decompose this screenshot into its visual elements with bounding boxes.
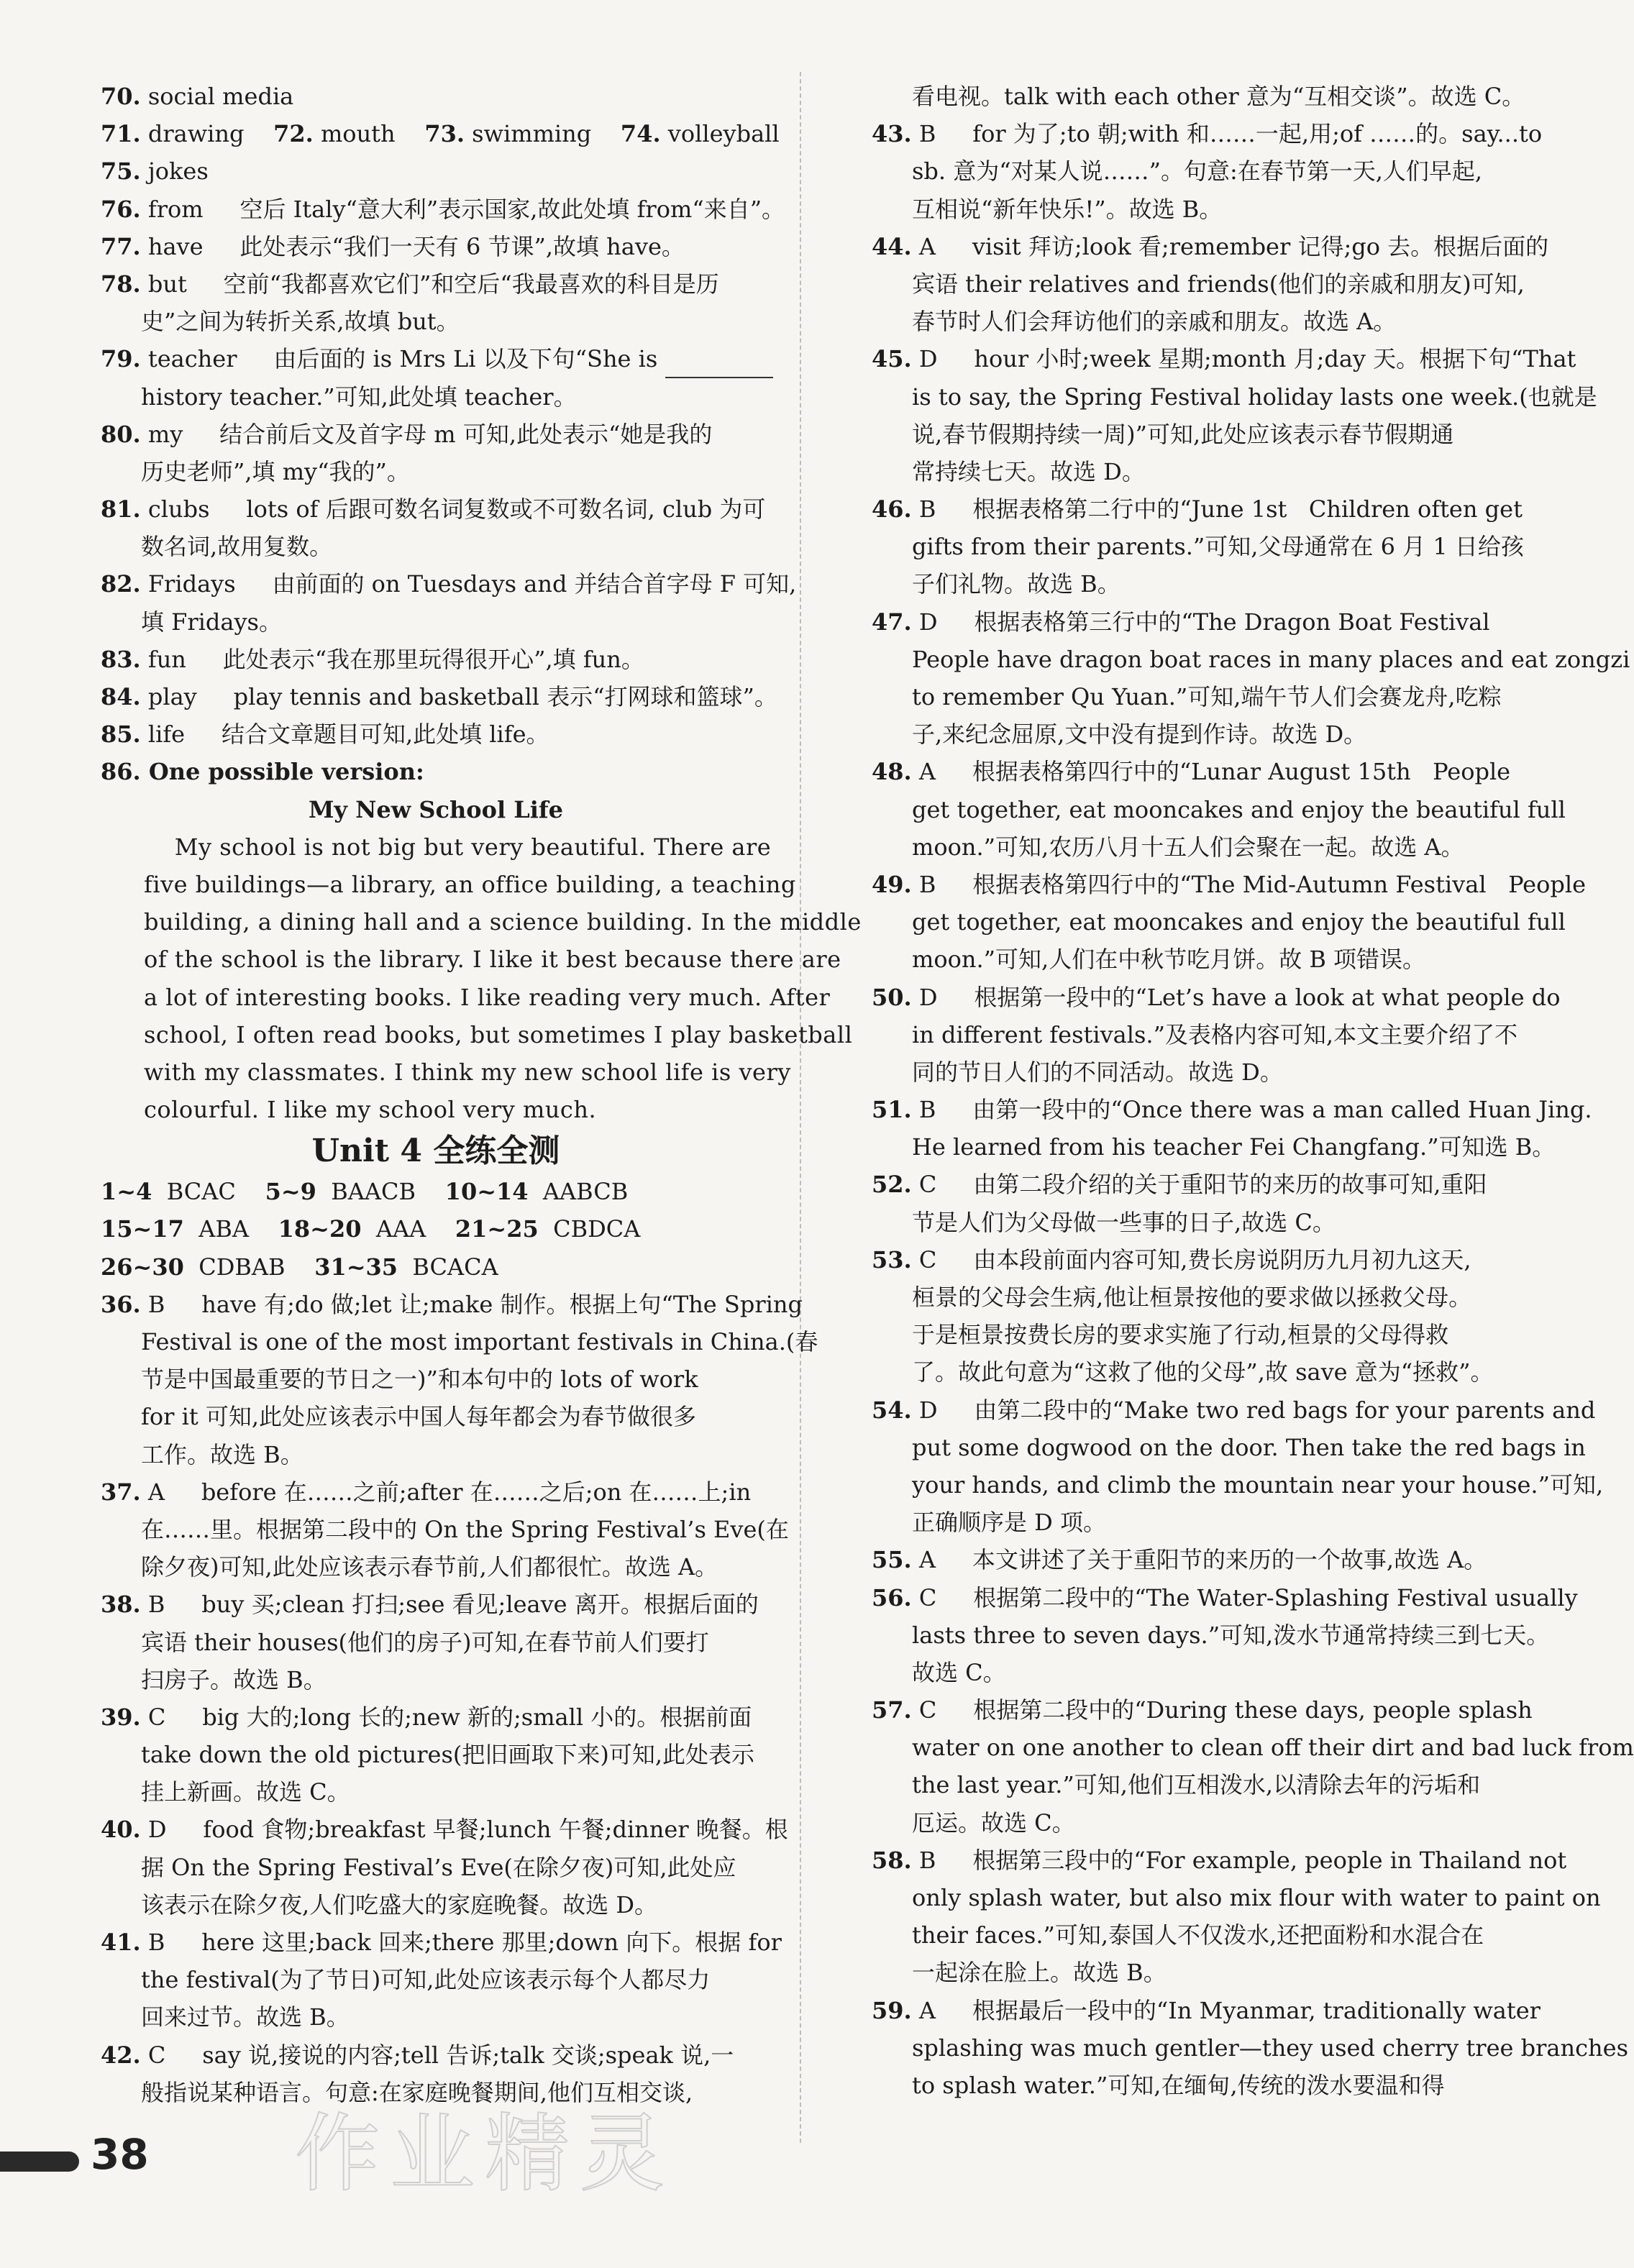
answer-line bbox=[872, 1691, 1533, 1729]
essay-line: My school is not big but very beautiful. There are bbox=[144, 833, 772, 861]
answer-number: 81. bbox=[101, 495, 141, 523]
answer-line-continued: 史”之间为转折关系,故填 but。 bbox=[141, 308, 460, 336]
answer-text: B for 为了;to 朝;with 和……一起,用;of ……的。say...to bbox=[911, 120, 1543, 148]
answer-text: C 根据第二段中的“The Water-Splashing Festival usually bbox=[911, 1583, 1578, 1611]
answer-line-continued: 回来过节。故选 B。 bbox=[141, 2003, 350, 2031]
answer-text: B 根据表格第四行中的“The Mid-Autumn Festival People bbox=[911, 870, 1587, 898]
mc-range: 10~14 bbox=[444, 1178, 529, 1206]
answer-line-continued: only splash water, but also mix flour with water to paint on bbox=[912, 1884, 1601, 1911]
answer-text: D 由第二段中的“Make two red bags for your parents and bbox=[911, 1396, 1596, 1424]
answer-line-continued: He learned from his teacher Fei Changfang.”可知选 B。 bbox=[912, 1133, 1556, 1161]
answer-line-continued: 扫房子。故选 B。 bbox=[141, 1665, 327, 1693]
answer-text: B buy 买;clean 打扫;see 看见;leave 离开。根据后面的 bbox=[140, 1591, 759, 1619]
mc-range: 21~25 bbox=[455, 1215, 539, 1243]
answer-line-continued: history teacher.”可知,此处填 teacher。 bbox=[141, 383, 577, 411]
answer-number: 74. bbox=[620, 120, 661, 148]
answer-line-continued: 子们礼物。故选 B。 bbox=[912, 570, 1120, 598]
answer-number: 49. bbox=[872, 870, 912, 898]
answer-text: C say 说,接说的内容;tell 告诉;talk 交谈;speak 说,一 bbox=[140, 2041, 734, 2069]
answer-number: 45. bbox=[872, 345, 912, 373]
answer-line-continued: 桓景的父母会生病,他让桓景按他的要求做以拯救父母。 bbox=[912, 1284, 1472, 1311]
answer-line bbox=[101, 191, 785, 228]
answer-text: teacher 由后面的 is Mrs Li 以及下句“She is bbox=[140, 345, 665, 373]
answer-number: 36. bbox=[101, 1290, 141, 1318]
answer-text: B 根据表格第二行中的“June 1st Children often get bbox=[911, 495, 1523, 523]
answer-number: 46. bbox=[872, 495, 912, 523]
answer-number: 73. bbox=[424, 120, 465, 148]
answer-line-continued: 该表示在除夕夜,人们吃盛大的家庭晚餐。故选 D。 bbox=[141, 1890, 658, 1919]
answer-number: 85. bbox=[101, 721, 141, 749]
answer-line bbox=[101, 1286, 803, 1323]
answer-line bbox=[872, 866, 1587, 903]
answer-text: A 本文讲述了关于重阳节的来历的一个故事,故选 A。 bbox=[911, 1546, 1487, 1574]
answer-number: 48. bbox=[872, 758, 912, 786]
answer-text: play play tennis and basketball 表示“打网球和篮球”。 bbox=[140, 683, 777, 710]
answer-number: 40. bbox=[101, 1816, 141, 1844]
answer-line bbox=[872, 979, 1561, 1016]
answer-text: B have 有;do 做;let 让;make 制作。根据上句“The Spring bbox=[140, 1290, 803, 1318]
answer-line-continued: 据 On the Spring Festival’s Eve(在除夕夜)可知,此处应 bbox=[141, 1853, 736, 1881]
mc-answer-row bbox=[101, 1173, 771, 1210]
answer-line-continued: Festival is one of the most important festivals in China.(春 bbox=[141, 1328, 818, 1355]
answer-text: D 根据第一段中的“Let’s have a look at what people do bbox=[911, 983, 1561, 1011]
page-number: 38 bbox=[91, 2130, 149, 2179]
answer-line-continued: moon.”可知,人们在中秋节吃月饼。故 B 项错误。 bbox=[912, 946, 1426, 974]
answer-line-continued: your hands, and climb the mountain near your house.”可知, bbox=[912, 1471, 1604, 1499]
mc-answer-row bbox=[101, 1210, 771, 1248]
answer-text: C big 大的;long 长的;new 新的;small 小的。根据前面 bbox=[140, 1703, 752, 1731]
answer-line-continued: to splash water.”可知,在缅甸,传统的泼水要温和得 bbox=[912, 2071, 1445, 2099]
answer-line bbox=[101, 1811, 788, 1848]
answer-line-continued: 挂上新画。故选 C。 bbox=[141, 1778, 350, 1806]
answer-line bbox=[872, 753, 1511, 790]
answer-line-continued: 节是人们为父母做一些事的日子,故选 C。 bbox=[912, 1208, 1336, 1236]
answer-text: have 此处表示“我们一天有 6 节课”,故填 have。 bbox=[140, 232, 685, 260]
answer-text: A 根据表格第四行中的“Lunar August 15th People bbox=[911, 758, 1511, 786]
answer-number: 77. bbox=[101, 232, 141, 260]
answer-number: 57. bbox=[872, 1696, 912, 1724]
answer-line-continued: People have dragon boat races in many places and eat zongzi bbox=[912, 645, 1630, 673]
answer-number: 50. bbox=[872, 983, 912, 1011]
answer-line-continued: is to say, the Spring Festival holiday lasts one week.(也就是 bbox=[912, 383, 1597, 411]
answer-line-continued: take down the old pictures(把旧画取下来)可知,此处表示 bbox=[141, 1741, 755, 1769]
answer-line-continued: 节是中国最重要的节日之一)”和本句中的 lots of work bbox=[141, 1366, 698, 1394]
answer-number: 70. bbox=[101, 83, 141, 110]
answer-number: 72. bbox=[273, 120, 314, 148]
mc-range: 5~9 bbox=[265, 1178, 316, 1206]
answer-line bbox=[101, 565, 797, 603]
mc-range: 18~20 bbox=[278, 1215, 362, 1243]
answer-number: 79. bbox=[101, 345, 141, 373]
answer-text: fun 此处表示“我在那里玩得很开心”,填 fun。 bbox=[140, 645, 644, 673]
answer-number: 47. bbox=[872, 608, 912, 636]
answer-line-continued: 厄运。故选 C。 bbox=[912, 1809, 1075, 1837]
answer-line-continued: 了。故此句意为“这救了他的父母”,故 save 意为“拯救”。 bbox=[912, 1358, 1494, 1386]
mc-answers: AAA bbox=[361, 1215, 455, 1243]
unit-title: Unit 4 全练全测 bbox=[311, 1133, 560, 1170]
answer-text: D food 食物;breakfast 早餐;lunch 午餐;dinner 晚餐。根 bbox=[140, 1816, 788, 1844]
answer-number: 44. bbox=[872, 232, 912, 260]
answer-number: 43. bbox=[872, 120, 912, 148]
answer-number: 41. bbox=[101, 1929, 141, 1956]
mc-range: 1~4 bbox=[101, 1178, 152, 1206]
answer-line-continued: 常持续七天。故选 D。 bbox=[912, 457, 1145, 485]
answer-number: 55. bbox=[872, 1546, 912, 1574]
answer-line-continued: lasts three to seven days.”可知,泼水节通常持续三到七天。 bbox=[912, 1621, 1550, 1649]
column-divider bbox=[800, 72, 801, 2143]
answer-text: but 空前“我都喜欢它们”和空后“我最喜欢的科目是历 bbox=[140, 270, 719, 298]
answer-line-continued: put some dogwood on the door. Then take the red bags in bbox=[912, 1433, 1586, 1461]
answer-line bbox=[101, 1586, 771, 1623]
answer-text: D hour 小时;week 星期;month 月;day 天。根据下句“That bbox=[911, 345, 1576, 373]
answer-line bbox=[872, 115, 1543, 152]
answer-text: social media bbox=[140, 83, 294, 110]
answer-number: 53. bbox=[872, 1245, 912, 1274]
essay-line: building, a dining hall and a science building. In the middle bbox=[144, 908, 862, 936]
answer-number: 37. bbox=[101, 1478, 141, 1506]
mc-answers: BCAC bbox=[152, 1178, 265, 1206]
answer-line bbox=[101, 641, 771, 678]
answer-text: C 由第二段介绍的关于重阳节的来历的故事可知,重阳 bbox=[911, 1171, 1487, 1199]
answer-number: 39. bbox=[101, 1703, 141, 1731]
answer-text: my 结合前后文及首字母 m 可知,此处表示“她是我的 bbox=[140, 420, 713, 448]
answer-line bbox=[872, 1241, 1505, 1279]
answer-line-continued: for it 可知,此处应该表示中国人每年都会为春节做很多 bbox=[141, 1403, 697, 1431]
answer-line-continued: 一起涂在脸上。故选 B。 bbox=[912, 1959, 1167, 1987]
answer-number: 80. bbox=[101, 420, 141, 448]
answer-text: mouth bbox=[313, 120, 425, 148]
answer-line bbox=[872, 1391, 1596, 1429]
answer-text: One possible version: bbox=[140, 758, 424, 786]
answer-line bbox=[101, 678, 777, 715]
watermark-text: 作业精灵 bbox=[295, 2104, 675, 2203]
answer-line bbox=[101, 490, 771, 528]
answer-line bbox=[872, 1992, 1541, 2029]
mc-range: 31~35 bbox=[314, 1253, 398, 1281]
answer-line-continued: 在……里。根据第二段中的 On the Spring Festival’s Eve(在 bbox=[141, 1515, 789, 1543]
answer-line-continued: their faces.”可知,泰国人不仅泼水,还把面粉和水混合在 bbox=[912, 1921, 1484, 1949]
answer-number: 56. bbox=[872, 1583, 912, 1611]
fill-blank bbox=[665, 355, 773, 378]
answer-line bbox=[872, 1091, 1592, 1128]
answer-line bbox=[101, 228, 771, 265]
right-column bbox=[872, 78, 1634, 2104]
answer-text: A 根据最后一段中的“In Myanmar, traditionally water bbox=[911, 1996, 1541, 2024]
essay-line: school, I often read books, but sometimes I play basketball bbox=[144, 1020, 853, 1048]
answer-text: swimming bbox=[465, 120, 621, 148]
mc-answers: ABA bbox=[183, 1215, 278, 1243]
answer-line bbox=[872, 1541, 1505, 1578]
answer-line bbox=[872, 603, 1505, 641]
answer-line bbox=[101, 78, 771, 115]
answer-line-continued: 般指说某种语言。句意:在家庭晚餐期间,他们互相交谈, bbox=[141, 2078, 693, 2106]
answer-text: life 结合文章题目可知,此处填 life。 bbox=[140, 721, 549, 749]
answer-line-continued: 除夕夜)可知,此处应该表示春节前,人们都很忙。故选 A。 bbox=[141, 1553, 718, 1581]
answer-line-continued: moon.”可知,农历八月十五人们会聚在一起。故选 A。 bbox=[912, 833, 1464, 861]
answer-number: 51. bbox=[872, 1096, 912, 1124]
answer-line-continued: 工作。故选 B。 bbox=[141, 1440, 303, 1468]
answer-line-continued: 填 Fridays。 bbox=[141, 608, 282, 636]
answer-line-continued: 同的节日人们的不同活动。故选 D。 bbox=[912, 1058, 1283, 1086]
answer-number: 42. bbox=[101, 2041, 141, 2069]
answer-text: A visit 拜访;look 看;remember 记得;go 去。根据后面的 bbox=[911, 232, 1549, 260]
answer-number: 54. bbox=[872, 1396, 912, 1424]
answer-number: 83. bbox=[101, 645, 141, 673]
answer-text: clubs lots of 后跟可数名词复数或不可数名词, club 为可 bbox=[140, 495, 766, 523]
answer-line-continued: 历史老师”,填 my“我的”。 bbox=[141, 457, 410, 485]
answer-line-continued: 春节时人们会拜访他们的亲戚和朋友。故选 A。 bbox=[912, 308, 1397, 336]
answer-number: 58. bbox=[872, 1846, 912, 1874]
answer-line bbox=[872, 1166, 1505, 1203]
answer-line bbox=[872, 228, 1549, 265]
answer-line-continued: 互相说“新年快乐!”。故选 B。 bbox=[912, 195, 1223, 223]
answer-text: from 空后 Italy“意大利”表示国家,故此处填 from“来自”。 bbox=[140, 195, 785, 223]
answer-number: 86. bbox=[101, 758, 141, 786]
answer-line-continued: splashing was much gentler—they used cherry tree branches bbox=[912, 2034, 1628, 2062]
answer-number: 38. bbox=[101, 1591, 141, 1619]
answer-line bbox=[101, 1698, 771, 1736]
left-column bbox=[101, 78, 862, 2111]
answer-number: 84. bbox=[101, 683, 141, 710]
answer-text: Fridays 由前面的 on Tuesdays and 并结合首字母 F 可知, bbox=[140, 570, 797, 598]
answer-line bbox=[101, 753, 771, 790]
answer-number: 59. bbox=[872, 1996, 912, 2024]
answer-line-continued: 子,来纪念屈原,文中没有提到作诗。故选 D。 bbox=[912, 721, 1367, 749]
answer-line-continued: 宾语 their houses(他们的房子)可知,在春节前人们要打 bbox=[141, 1628, 709, 1656]
answer-number: 52. bbox=[872, 1171, 912, 1199]
answer-line-continued: gifts from their parents.”可知,父母通常在 6 月 1 日给孩 bbox=[912, 533, 1524, 561]
answer-text: C 由本段前面内容可知,费长房说阴历九月初九这天, bbox=[911, 1245, 1471, 1274]
mc-answer-row bbox=[101, 1248, 771, 1286]
answer-line-continued: in different festivals.”及表格内容可知,本文主要介绍了不 bbox=[912, 1020, 1518, 1048]
answer-text: B here 这里;back 回来;there 那里;down 向下。根据 for bbox=[140, 1929, 782, 1956]
answer-line bbox=[101, 115, 780, 152]
essay-line: a lot of interesting books. I like reading very much. After bbox=[144, 983, 831, 1011]
mc-range: 26~30 bbox=[101, 1253, 184, 1281]
answer-line-continued: 于是桓景按费长房的要求实施了行动,桓景的父母得救 bbox=[912, 1321, 1449, 1349]
answer-line-continued: get together, eat mooncakes and enjoy the beautiful full bbox=[912, 795, 1566, 823]
answer-line-continued: 故选 C。 bbox=[912, 1658, 1006, 1686]
answer-line bbox=[872, 490, 1523, 528]
answer-line-continued: sb. 意为“对某人说……”。句意:在春节第一天,人们早起, bbox=[912, 157, 1483, 186]
answer-line-continued: 数名词,故用复数。 bbox=[141, 533, 333, 561]
essay-line: with my classmates. I think my new school life is very bbox=[144, 1058, 791, 1086]
answer-line-continued: water on one another to clean off their dirt and bad luck from bbox=[912, 1734, 1634, 1762]
mc-answers: BAACB bbox=[316, 1178, 445, 1206]
mc-answers: BCACA bbox=[398, 1253, 498, 1281]
answer-line-continued: to remember Qu Yuan.”可知,端午节人们会赛龙舟,吃粽 bbox=[912, 683, 1502, 710]
answer-text: A before 在……之前;after 在……之后;on 在……上;in bbox=[140, 1478, 752, 1506]
answer-text: C 根据第二段中的“During these days, people splash bbox=[911, 1696, 1533, 1724]
answer-line bbox=[101, 416, 771, 453]
answer-line-continued: get together, eat mooncakes and enjoy the beautiful full bbox=[912, 908, 1566, 936]
mc-answers: CBDCA bbox=[538, 1215, 641, 1243]
answer-line bbox=[872, 340, 1576, 378]
answer-line bbox=[872, 1842, 1567, 1879]
answer-text: volleyball bbox=[660, 120, 780, 148]
answer-number: 71. bbox=[101, 120, 141, 148]
answer-line-continued: 说,春节假期持续一周)”可知,此处应该表示春节假期通 bbox=[912, 420, 1454, 448]
answer-line bbox=[101, 152, 771, 190]
essay-title: My New School Life bbox=[308, 795, 564, 823]
answer-number: 76. bbox=[101, 195, 141, 223]
answer-number: 82. bbox=[101, 570, 141, 598]
answer-line bbox=[101, 1473, 771, 1511]
mc-answers: CDBAB bbox=[183, 1253, 315, 1281]
essay-line: five buildings—a library, an office building, a teaching bbox=[144, 870, 796, 898]
mc-range: 15~17 bbox=[101, 1215, 184, 1243]
answer-line-continued: the festival(为了节日)可知,此处应该表示每个人都尽力 bbox=[141, 1966, 711, 1994]
answer-text: D 根据表格第三行中的“The Dragon Boat Festival bbox=[911, 608, 1490, 636]
answer-number: 78. bbox=[101, 270, 141, 298]
page-number-bar bbox=[0, 2152, 79, 2172]
answer-line bbox=[101, 1924, 782, 1961]
answer-line-continued: 看电视。talk with each other 意为“互相交谈”。故选 C。 bbox=[912, 83, 1525, 110]
answer-line-continued: 宾语 their relatives and friends(他们的亲戚和朋友)可知, bbox=[912, 270, 1525, 298]
essay-line: of the school is the library. I like it best because there are bbox=[144, 946, 841, 974]
answer-line bbox=[872, 1579, 1578, 1617]
answer-line-continued: 正确顺序是 D 项。 bbox=[912, 1509, 1107, 1537]
answer-text: B 根据第三段中的“For example, people in Thailand not bbox=[911, 1846, 1567, 1874]
answer-text: drawing bbox=[140, 120, 274, 148]
answer-number: 75. bbox=[101, 157, 141, 186]
answer-line bbox=[101, 340, 771, 378]
essay-line: colourful. I like my school very much. bbox=[144, 1096, 597, 1124]
mc-answers: AABCB bbox=[528, 1178, 629, 1206]
answer-text: jokes bbox=[140, 157, 209, 186]
answer-line bbox=[101, 2036, 771, 2074]
answer-line bbox=[101, 715, 771, 753]
answer-text: B 由第一段中的“Once there was a man called Huan Jing. bbox=[911, 1096, 1592, 1124]
answer-line-continued: the last year.”可知,他们互相泼水,以清除去年的污垢和 bbox=[912, 1771, 1481, 1799]
answer-line bbox=[101, 265, 771, 303]
